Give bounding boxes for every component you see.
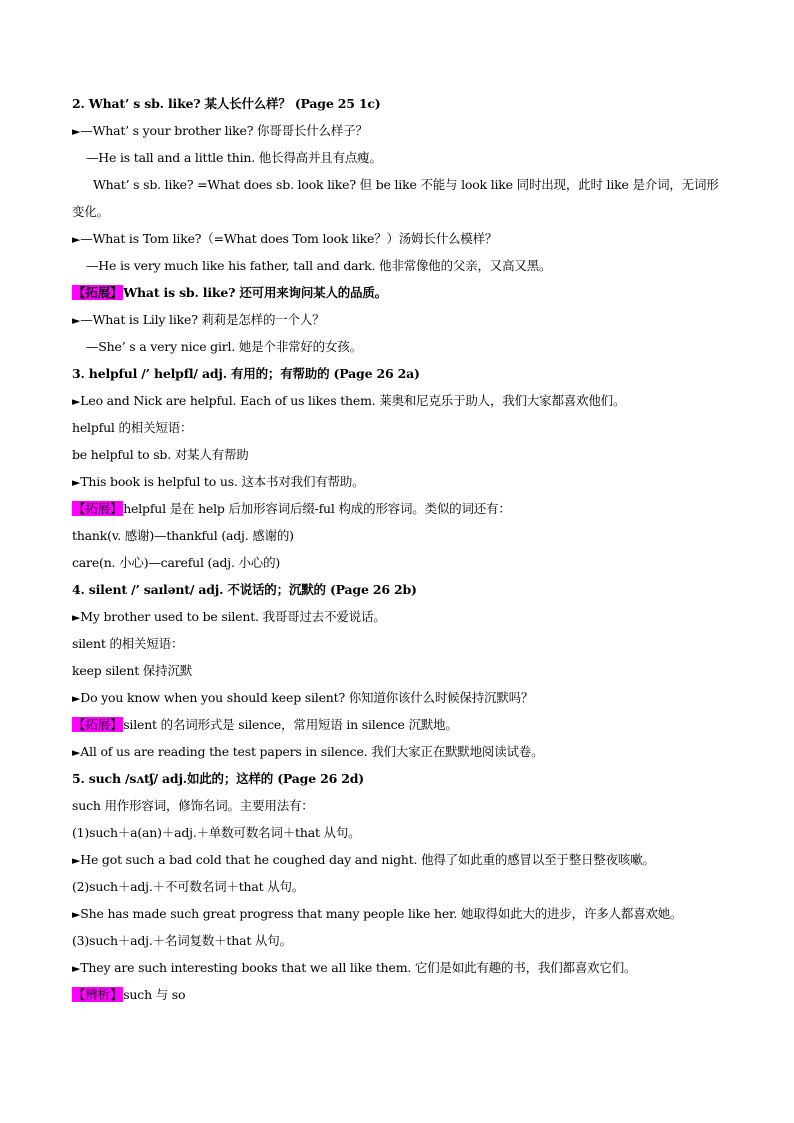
example-line: ►—What’ s your brother like? 你哥哥长什么样子？	[72, 123, 368, 138]
example-line: ►This book is helpful to us. 这本书对我们有帮助。	[72, 474, 365, 489]
bullet-icon: ►	[72, 476, 81, 489]
bullet-icon: ►	[72, 395, 81, 408]
note-line: care(n. 小心)—careful (adj. 小心的)	[72, 555, 281, 570]
example-line: —He is tall and a little thin. 他长得高并且有点瘦。	[86, 150, 382, 165]
note-line: 变化。	[72, 204, 109, 219]
heading-helpful: 3. helpful /’ helpfl/ adj. 有用的；有帮助的 (Page 26 2a)	[72, 366, 420, 381]
bullet-icon: ►	[72, 908, 81, 921]
example-line: ►She has made such great progress that many people like her. 她取得如此大的进步，许多人都喜欢她。	[72, 906, 683, 921]
bullet-icon: ►	[72, 746, 81, 759]
heading-silent: 4. silent /’ saɪlənt/ adj. 不说话的；沉默的 (Page 26 2b)	[72, 582, 417, 597]
extension-line: 【拓展】What is sb. like? 还可用来询问某人的品质。	[73, 285, 387, 300]
bullet-icon: ►	[72, 962, 81, 975]
extension-line: 【拓展】silent 的名词形式是 silence，常用短语 in silence 沉默地。	[73, 717, 458, 732]
example-line: ►Leo and Nick are helpful. Each of us likes them. 莱奥和尼克乐于助人，我们大家都喜欢他们。	[72, 393, 626, 408]
heading-such: 5. such /sʌtʃ/ adj.如此的；这样的 (Page 26 2d)	[72, 771, 365, 786]
note-line: thank(v. 感谢)—thankful (adj. 感谢的)	[72, 528, 294, 543]
bullet-icon: ►	[72, 233, 81, 246]
note-line: helpful 的相关短语：	[72, 420, 193, 435]
phrase-line: keep silent 保持沉默	[72, 663, 192, 678]
example-line: ►All of us are reading the test papers in silence. 我们大家正在默默地阅读试卷。	[72, 744, 544, 759]
example-line: ►—What is Tom like?（=What does Tom look like？）汤姆长什么模样？	[72, 231, 498, 246]
phrase-line: be helpful to sb. 对某人有帮助	[72, 447, 249, 462]
rule-line: (1)such＋a(an)＋adj.＋单数可数名词＋that 从句。	[72, 825, 361, 840]
note-line: such 用作形容词，修饰名词。主要用法有：	[72, 798, 314, 813]
bullet-icon: ►	[72, 854, 81, 867]
note-line: What’ s sb. like? =What does sb. look like? 但 be like 不能与 look like 同时出现，此时 like 是介词，无词形	[93, 177, 719, 192]
example-line: ►They are such interesting books that we all like them. 它们是如此有趣的书，我们都喜欢它们。	[72, 960, 637, 975]
rule-line: (2)such＋adj.＋不可数名词＋that 从句。	[72, 879, 305, 894]
extension-tag: 【拓展】	[73, 501, 123, 516]
extension-line: 【拓展】helpful 是在 help 后加形容词后缀-ful 构成的形容词。类似的词还有：	[73, 501, 511, 516]
note-line: silent 的相关短语：	[72, 636, 184, 651]
example-line: ►Do you know when you should keep silent? 你知道你该什么时候保持沉默吗？	[72, 690, 534, 705]
distinction-line: 【辨析】such 与 so	[73, 987, 186, 1002]
example-line: —He is very much like his father, tall and dark. 他非常像他的父亲，又高又黑。	[86, 258, 552, 273]
bullet-icon: ►	[72, 314, 81, 327]
extension-tag: 【拓展】	[73, 285, 123, 300]
example-line: —She’ s a very nice girl. 她是个非常好的女孩。	[86, 339, 362, 354]
bullet-icon: ►	[72, 692, 81, 705]
rule-line: (3)such＋adj.＋名词复数＋that 从句。	[72, 933, 292, 948]
distinction-tag: 【辨析】	[73, 987, 123, 1002]
example-line: ►My brother used to be silent. 我哥哥过去不爱说话。	[72, 609, 386, 624]
example-line: ►He got such a bad cold that he coughed day and night. 他得了如此重的感冒以至于整日整夜咳嗽。	[72, 852, 655, 867]
bullet-icon: ►	[72, 611, 81, 624]
bullet-icon: ►	[72, 125, 81, 138]
example-line: ►—What is Lily like? 莉莉是怎样的一个人？	[72, 312, 325, 327]
extension-tag: 【拓展】	[73, 717, 123, 732]
heading-whats-sb-like: 2. What’ s sb. like? 某人长什么样？ (Page 25 1c)	[72, 96, 381, 111]
